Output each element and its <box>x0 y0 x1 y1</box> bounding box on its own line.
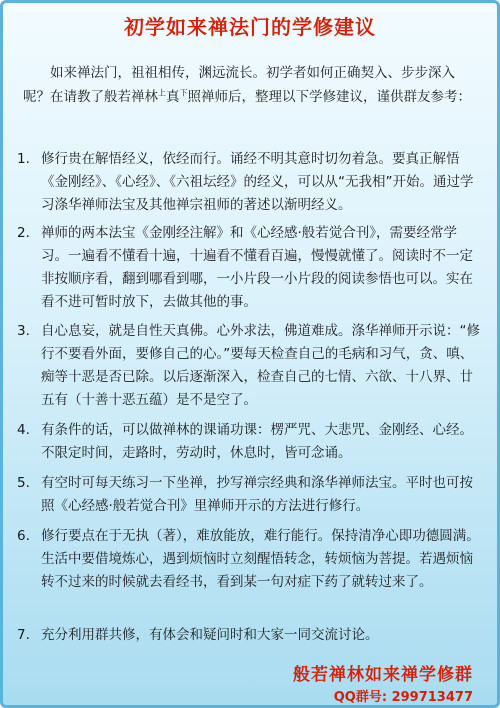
intro-mid: 真 <box>166 89 180 105</box>
qq-group-number: QQ群号: 299713477 <box>333 690 473 705</box>
list-item-6 <box>17 525 481 594</box>
list-item-5 <box>17 472 481 518</box>
item-text: 修行贵在解悟经义，依经而行。诵经不明其意时切勿着急。要真正解悟《金刚经》、《心经》、《六祖坛经》的经义，可以从“无我相”开始。通过学习涤华禅师法宝及其他禅宗祖师的著述以渐明经义。 <box>41 151 474 213</box>
item-number: 7. <box>17 627 30 643</box>
intro-sup-up: 上 <box>158 88 166 98</box>
list-item-1 <box>17 148 481 217</box>
item-text: 修行要点在于无执（著），难放能放，难行能行。保持清净心即功德圆满。生活中要借境炼心，遇到烦恼时立刻醒悟转念，转烦恼为菩提。若遇烦恼转不过来的时候就去看经书，看到某一句对症下药了就转过来了。 <box>41 528 480 590</box>
item-text: 有空时可每天练习一下坐禅，抄写禅宗经典和涤华禅师法宝。平时也可按照《心经感·般若觉合刊》里禅师开示的方法进行修行。 <box>41 475 473 514</box>
item-text: 禅师的两本法宝《金刚经注解》和《心经感·般若觉合刊》，需要经常学习。一遍看不懂看十遍，十遍看不懂看百遍，慢慢就懂了。阅读时不一定非按顺序看，翻到哪看到哪，一小片段一小片段的阅读参悟也可以。实在看不进可暂时放下，去做其他的事。 <box>41 225 473 310</box>
list-item-4 <box>17 419 481 465</box>
intro-part1: 如来禅法门，祖祖相传，渊远流长。初学者如何正确契入、步步深入呢？在请教了般若禅林 <box>23 65 455 105</box>
item-number: 4. <box>17 422 30 438</box>
group-name: 般若禅林如来禅学修群 <box>293 665 473 685</box>
intro-part2: 照禅师后，整理以下学修建议，谨供群友参考： <box>187 89 471 105</box>
page-title: 初学如来禅法门的学修建议 <box>124 15 376 39</box>
item-text: 自心息妄，就是自性天真佛。心外求法，佛道难成。涤华禅师开示说：“修行不要看外面，要修自己的心。”要每天检查自己的毛病和习气，贪、嗔、痴等十恶是否已除。以后逐渐深入，检查自己的七情、六欲、十八界、廿五有（十善十恶五蕴）是不是空了。 <box>41 323 480 408</box>
item-number: 6. <box>17 528 30 544</box>
list-item-2 <box>17 222 481 314</box>
list-item-7 <box>17 624 481 647</box>
item-number: 5. <box>17 475 30 491</box>
item-number: 1. <box>17 151 30 167</box>
item-text: 有条件的话，可以做禅林的课诵功课：楞严咒、大悲咒、金刚经、心经。不限定时间，走路时，劳动时，休息时，皆可念诵。 <box>41 422 473 461</box>
intro-paragraph <box>23 61 479 109</box>
item-number: 3. <box>17 323 30 339</box>
item-text: 充分利用群共修，有体会和疑问时和大家一同交流讨论。 <box>41 627 379 643</box>
item-number: 2. <box>17 225 30 241</box>
intro-sup-down: 下 <box>179 88 188 98</box>
list-item-3 <box>17 320 481 412</box>
